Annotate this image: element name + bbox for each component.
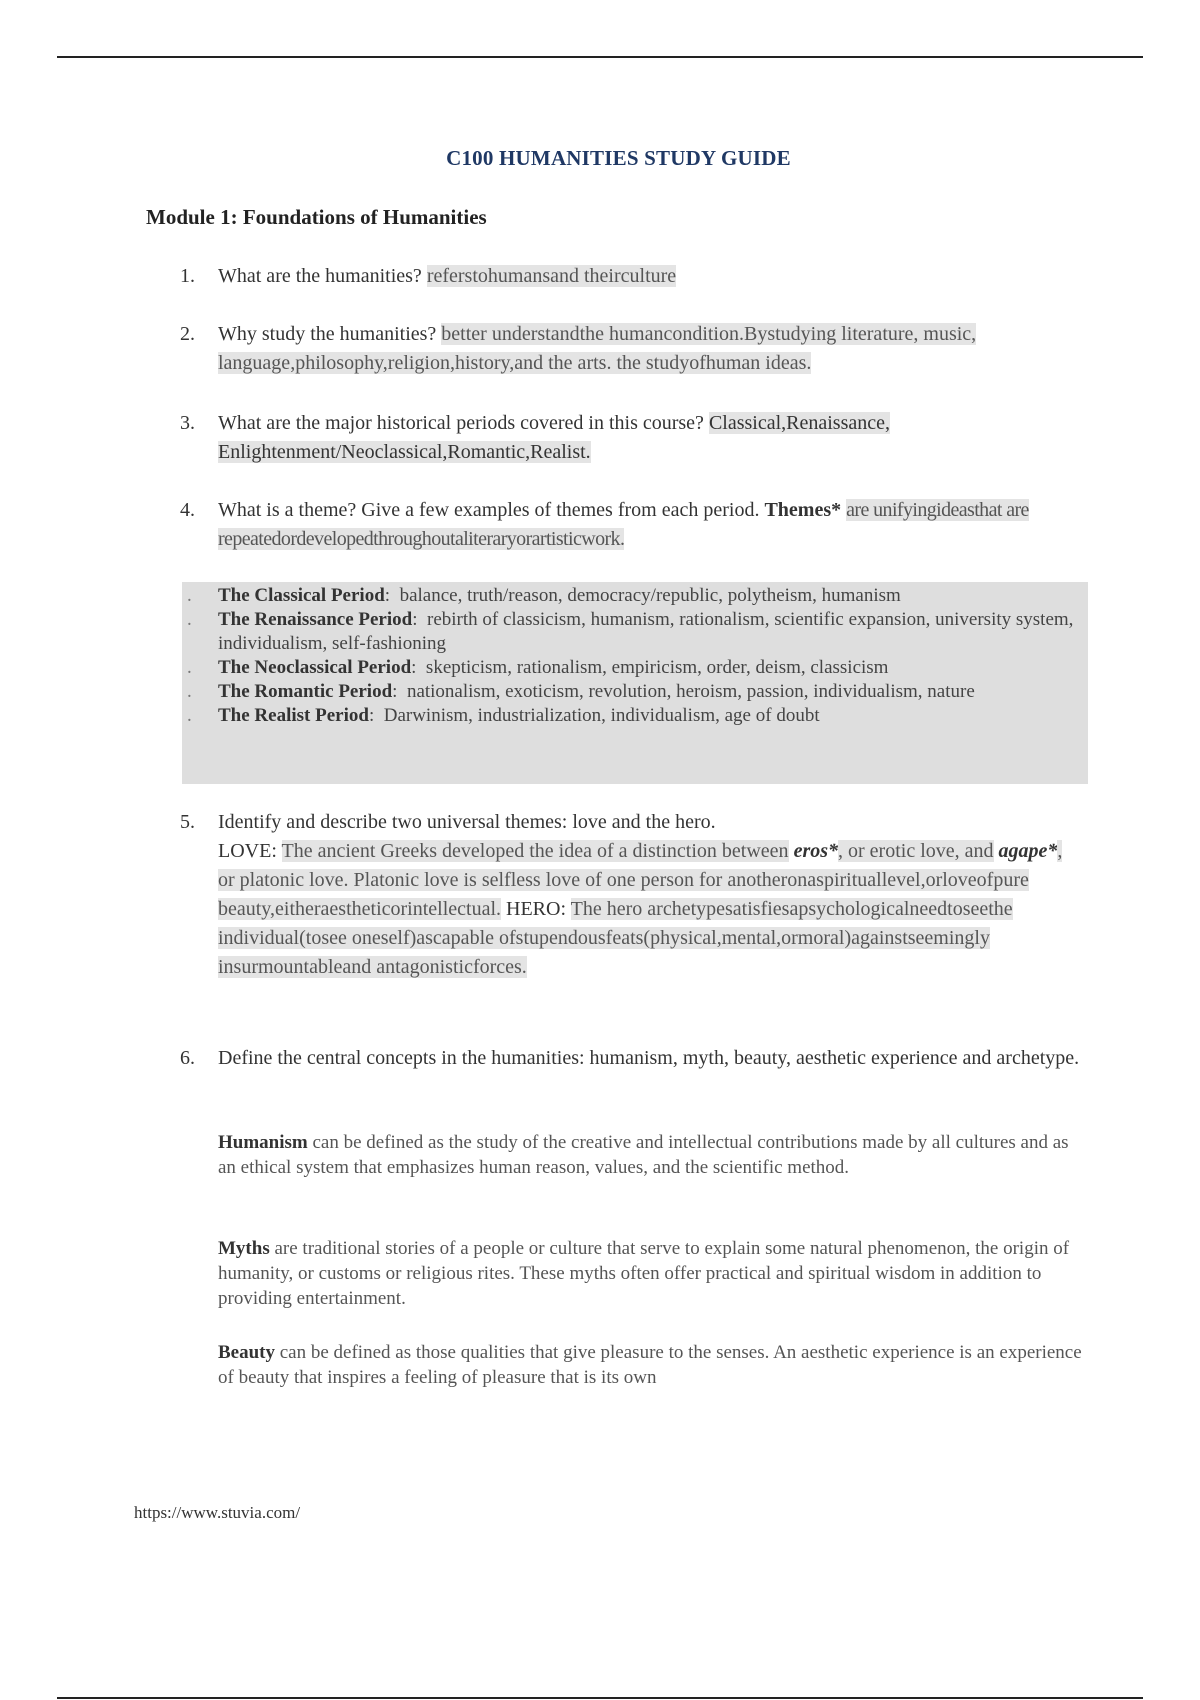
question-6 — [180, 1044, 1080, 1073]
period-themes: rebirth of classicism, humanism, rationalism, scientific expansion, university system, individualism, self-fashioning — [218, 609, 1074, 654]
themes-term: Themes* — [764, 499, 842, 521]
list-item: . The Renaissance Period: rebirth of classicism, humanism, rationalism, scientific expansion, university system, individualism, self-fashioning — [187, 609, 1074, 654]
period-name: The Classical Period — [218, 585, 385, 606]
love-text-c: , or platonic love. Platonic love is selfless love of one person for anotheronaspirituallevel,orloveofpure beauty,eitheraestheticorintellectual. — [218, 840, 1063, 920]
module-heading: Module 1: Foundations of Humanities — [146, 205, 487, 229]
question-text: What are the major historical periods covered in this course? — [218, 412, 704, 434]
love-text-a: The ancient Greeks developed the idea of a distinction between — [281, 840, 789, 862]
bullet-icon: . — [187, 585, 192, 606]
periods-list — [182, 582, 1088, 784]
question-number: 2. — [180, 323, 195, 345]
definition-beauty — [218, 1340, 1088, 1390]
highlighted-answer: better understandthe humancondition.Bystudying literature, music, language,philosophy,religion,history,and the arts. the studyofhuman ideas. — [218, 323, 977, 374]
question-text: What is a theme? Give a few examples of themes from each period. — [218, 499, 760, 521]
list-item: . The Neoclassical Period: skepticism, rationalism, empiricism, order, deism, classicism — [187, 657, 889, 678]
question-number: 1. — [180, 265, 195, 287]
highlighted-answer: Classical,Renaissance, Enlightenment/Neoclassical,Romantic,Realist. — [218, 412, 890, 463]
question-2 — [180, 320, 1080, 378]
question-5 — [180, 808, 1080, 982]
period-name: The Realist Period — [218, 705, 369, 726]
definition-text: are traditional stories of a people or culture that serve to explain some natural phenomenon, the origin of humanity, or customs or religious rites. These myths often offer practical and spiritual wisdom in addition to providing entertainment. — [218, 1238, 1070, 1309]
question-number: 5. — [180, 811, 195, 833]
period-name: The Renaissance Period — [218, 609, 413, 630]
definition-humanism — [218, 1130, 1088, 1180]
period-themes: balance, truth/reason, democracy/republic, polytheism, humanism — [399, 585, 901, 606]
footer-url[interactable]: https://www.stuvia.com/ — [134, 1503, 301, 1522]
question-text: Identify and describe two universal themes: love and the hero. — [218, 811, 716, 833]
period-themes: nationalism, exoticism, revolution, heroism, passion, individualism, nature — [406, 681, 975, 702]
question-text: What are the humanities? — [218, 265, 422, 287]
question-text: Why study the humanities? — [218, 323, 437, 345]
top-rule — [57, 56, 1143, 58]
question-3 — [180, 409, 1080, 467]
highlighted-answer: are unifyingideasthat are repeatedordevelopedthroughoutaliteraryorartisticwork. — [218, 499, 1029, 550]
question-number: 4. — [180, 499, 195, 521]
list-item: . The Classical Period: balance, truth/reason, democracy/republic, polytheism, humanism — [187, 585, 901, 606]
question-number: 6. — [180, 1047, 195, 1069]
question-number: 3. — [180, 412, 195, 434]
agape-term: agape* — [998, 840, 1058, 862]
question-4 — [180, 496, 1080, 554]
definition-term: Beauty — [218, 1342, 275, 1363]
period-themes: Darwinism, industrialization, individualism, age of doubt — [383, 705, 820, 726]
definition-term: Myths — [218, 1238, 270, 1259]
bottom-rule — [57, 1697, 1143, 1699]
period-name: The Romantic Period — [218, 681, 393, 702]
period-themes: skepticism, rationalism, empiricism, order, deism, classicism — [425, 657, 889, 678]
period-name: The Neoclassical Period — [218, 657, 412, 678]
question-1 — [180, 262, 1080, 291]
definition-text: can be defined as those qualities that give pleasure to the senses. An aesthetic experience is an experience of beauty that inspires a feeling of pleasure that is its own — [218, 1342, 1082, 1388]
bullet-icon: . — [187, 657, 192, 678]
bullet-icon: . — [187, 705, 192, 726]
definition-term: Humanism — [218, 1132, 308, 1153]
love-text-b: , or erotic love, and — [838, 840, 994, 862]
hero-label: HERO: — [506, 898, 567, 920]
bullet-icon: . — [187, 609, 192, 630]
question-text: Define the central concepts in the humanities: humanism, myth, beauty, aesthetic experience and archetype. — [218, 1047, 1080, 1069]
love-label: LOVE: — [218, 840, 277, 862]
definition-myths — [218, 1236, 1088, 1311]
definition-text: can be defined as the study of the creative and intellectual contributions made by all cultures and as an ethical system that emphasizes human reason, values, and the scientific method. — [218, 1132, 1069, 1178]
list-item: . The Romantic Period: nationalism, exoticism, revolution, heroism, passion, individualism, nature — [187, 681, 975, 702]
document-title: C100 HUMANITIES STUDY GUIDE — [446, 146, 791, 170]
highlighted-answer: referstohumansand theirculture — [426, 265, 677, 287]
eros-term: eros* — [793, 840, 839, 862]
bullet-icon: . — [187, 681, 192, 702]
list-item: . The Realist Period: Darwinism, industrialization, individualism, age of doubt — [187, 705, 820, 726]
hero-text: The hero archetypesatisfiesapsychologicalneedtoseethe individual(tosee oneself)ascapable ofstupendousfeats(physical,mental,ormoral)againstseemingly insurmountableand antagonisticforces. — [218, 898, 1013, 978]
